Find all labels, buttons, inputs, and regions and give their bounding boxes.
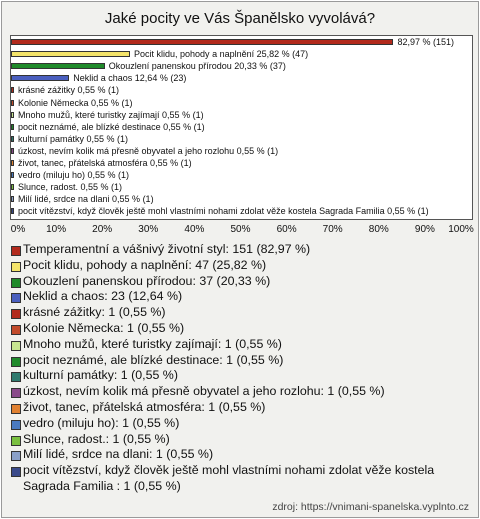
bar-label-4: krásné zážitky 0,55 % (1): [18, 85, 120, 96]
chart-title: Jaké pocity ve Vás Španělsko vyvolává?: [104, 10, 376, 27]
bar-14: [11, 208, 14, 214]
legend-swatch-10: [11, 404, 21, 414]
bar-12: [11, 184, 14, 190]
x-tick-label: 60%: [276, 224, 297, 235]
legend-swatch-9: [11, 388, 21, 398]
legend-item-5: [10, 321, 472, 337]
legend-swatch-1: [11, 262, 21, 272]
bar-label-6: Mnoho mužů, které turistky zajímají 0,55 % (1): [18, 109, 204, 120]
x-tick-label: 10%: [46, 224, 67, 235]
legend-swatch-12: [11, 436, 21, 446]
source-note: zdroj: https://vnimani-spanelska.vyplnto.cz: [272, 501, 469, 513]
bar-13: [11, 196, 14, 202]
legend-item-7: [10, 353, 472, 369]
legend-swatch-5: [11, 325, 21, 335]
legend-swatch-2: [11, 278, 21, 288]
bar-label-2: Okouzlení panenskou přírodou 20,33 % (37): [108, 61, 286, 72]
bar-label-14: pocit vítězství, když člověk ještě mohl vlastními nohami zdolat věže kostela Sagrada Familia 0,55 % (1): [18, 206, 429, 217]
legend-label-11: vedro (miluju ho): 1 (0,55 %): [23, 415, 180, 430]
legend-label-8: kulturní památky: 1 (0,55 %): [23, 368, 178, 383]
bar-label-13: Milí lidé, srdce na dlani 0,55 % (1): [18, 194, 154, 205]
bar-10: [11, 160, 14, 166]
bar-1: [11, 51, 130, 57]
legend-swatch-7: [11, 357, 21, 367]
x-tick-label: 50%: [230, 224, 251, 235]
legend-item-9: [10, 384, 472, 400]
bar-label-11: vedro (miluju ho) 0,55 % (1): [18, 170, 130, 181]
legend-item-6: [10, 337, 472, 353]
bar-label-3: Neklid a chaos 12,64 % (23): [73, 73, 187, 84]
legend-item-10: [10, 400, 472, 416]
x-tick-label: 70%: [322, 224, 343, 235]
legend: [10, 242, 472, 495]
bar-6: [11, 112, 14, 118]
legend-label-2: Okouzlení panenskou přírodou: 37 (20,33 %): [23, 273, 271, 288]
legend-label-6: Mnoho mužů, které turistky zajímají: 1 (0,55 %): [23, 336, 282, 351]
legend-item-14: [10, 463, 472, 495]
chart-frame: [1, 1, 479, 518]
legend-label-10: život, tanec, přátelská atmosféra: 1 (0,55 %): [23, 399, 266, 414]
legend-label-4: krásné zážitky: 1 (0,55 %): [23, 305, 166, 320]
bar-label-9: úzkost, nevím kolik má přesně obyvatel a jeho rozlohu 0,55 % (1): [18, 145, 279, 156]
bar-label-12: Slunce, radost. 0,55 % (1): [18, 182, 123, 193]
legend-label-12: Slunce, radost.: 1 (0,55 %): [23, 431, 170, 446]
bar-5: [11, 100, 14, 106]
legend-label-3: Neklid a chaos: 23 (12,64 %): [23, 289, 183, 304]
bar-4: [11, 87, 14, 93]
x-tick-label: 40%: [184, 224, 205, 235]
legend-swatch-13: [11, 451, 21, 461]
legend-swatch-14: [11, 467, 21, 477]
legend-item-11: [10, 416, 472, 432]
legend-label-13: Milí lidé, srdce na dlani: 1 (0,55 %): [23, 447, 214, 462]
legend-swatch-11: [11, 420, 21, 430]
legend-swatch-8: [11, 372, 21, 382]
legend-label-14: pocit vítězství, když člověk ještě mohl vlastními nohami zdolat věže kostela Sagrada Familia : 1 (0,55 %): [23, 463, 435, 493]
x-tick-label: 100%: [448, 224, 474, 235]
bar-3: [11, 75, 69, 81]
x-tick-label: 20%: [92, 224, 113, 235]
legend-label-0: Temperamentní a vášnivý životní styl: 151 (82,97 %): [23, 242, 311, 256]
legend-item-1: [10, 258, 472, 274]
plot-area: [10, 35, 473, 220]
bar-label-7: pocit neznámé, ale blízké destinace 0,55 % (1): [18, 121, 205, 132]
legend-item-4: [10, 305, 472, 321]
legend-item-2: [10, 274, 472, 290]
legend-label-9: úzkost, nevím kolik má přesně obyvatel a jeho rozlohu: 1 (0,55 %): [23, 384, 385, 399]
bar-label-0: 82,97 % (151): [397, 37, 455, 47]
bar-9: [11, 148, 14, 154]
legend-item-12: [10, 432, 472, 448]
x-tick-label: 80%: [368, 224, 389, 235]
bar-8: [11, 136, 14, 142]
x-tick-label: 30%: [138, 224, 159, 235]
legend-label-7: pocit neznámé, ale blízké destinace: 1 (0,55 %): [23, 352, 284, 367]
legend-label-1: Pocit klidu, pohody a naplnění: 47 (25,82 %): [23, 257, 267, 272]
bar-label-1: Pocit klidu, pohody a naplnění 25,82 % (47): [134, 49, 309, 60]
legend-swatch-6: [11, 341, 21, 351]
bar-0: [11, 39, 393, 45]
legend-item-8: [10, 368, 472, 384]
legend-item-0: [10, 242, 472, 258]
bar-label-10: život, tanec, přátelská atmosféra 0,55 % (1): [18, 158, 192, 168]
legend-item-13: [10, 447, 472, 463]
bar-11: [11, 172, 14, 178]
bar-2: [11, 63, 105, 69]
x-tick-label: 0%: [10, 224, 26, 235]
bar-7: [11, 124, 14, 130]
legend-swatch-3: [11, 293, 21, 303]
bar-label-8: kulturní památky 0,55 % (1): [18, 133, 129, 144]
legend-item-3: [10, 289, 472, 305]
legend-swatch-4: [11, 309, 21, 319]
bar-label-5: Kolonie Německa 0,55 % (1): [18, 97, 133, 108]
x-tick-label: 90%: [414, 224, 435, 235]
legend-swatch-0: [11, 246, 21, 256]
legend-label-5: Kolonie Německa: 1 (0,55 %): [23, 320, 185, 335]
